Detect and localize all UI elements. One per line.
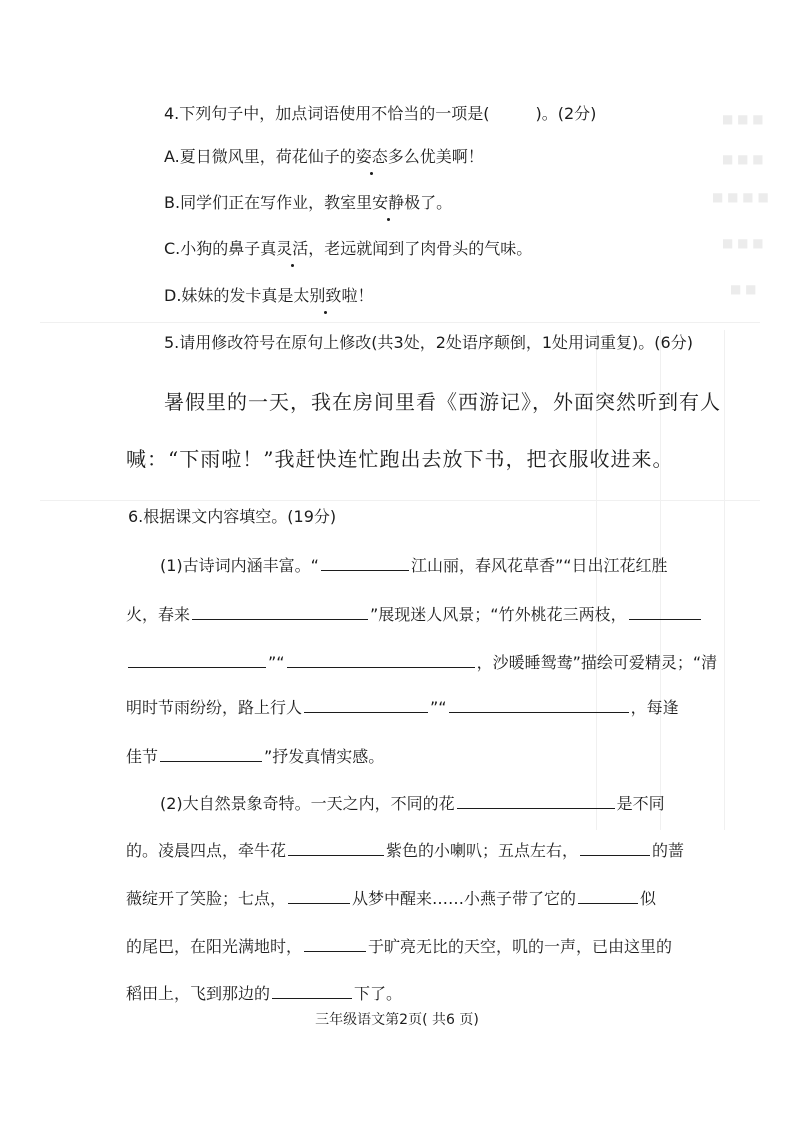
q4-option-b — [164, 192, 452, 214]
fill-blank[interactable] — [160, 744, 262, 762]
q6-p2-line-5 — [126, 981, 402, 1005]
q6-p1-line-5 — [126, 744, 384, 768]
fill-text: 江山丽，春风花草香”“日出江花红胜 — [410, 556, 668, 575]
fill-text: 从梦中醒来……小燕子带了它的 — [352, 889, 577, 908]
fill-text: (1)古诗词内涵丰富。“ — [160, 556, 319, 575]
q6-p1-line-2 — [126, 602, 703, 626]
q4-option-d — [164, 285, 373, 307]
fill-blank[interactable] — [128, 650, 266, 668]
option-text: 多么优美啊！ — [387, 147, 484, 166]
fill-blank[interactable] — [578, 886, 638, 904]
fill-text: 的。凌晨四点，牵牛花 — [126, 841, 287, 860]
fill-text: 薇绽开了笑脸；七点， — [126, 889, 287, 908]
fill-text: 似 — [640, 889, 657, 908]
q6-p1-line-1 — [160, 553, 668, 577]
fill-text: 紫色的小喇叭；五点左右， — [386, 841, 579, 860]
ghost-line — [40, 322, 760, 323]
q6-p2-line-3 — [126, 886, 656, 910]
q6-p1-line-3 — [126, 650, 717, 674]
q5-sentence-line-2: 喊：“下雨啦！”我赶快连忙跑出去放下书，把衣服收进来。 — [126, 447, 674, 471]
q5-sentence-line-1: 暑假里的一天，我在房间里看《西游记》，外面突然听到有人 — [164, 390, 721, 414]
fill-text: ”展现迷人风景；“竹外桃花三两枝， — [370, 605, 627, 624]
page-footer: 三年级语文第2页( 共6 页) — [315, 1012, 479, 1028]
fill-text: (2)大自然景象奇特。一天之内，不同的花 — [160, 794, 455, 813]
q4-stem-score: )。(2分) — [535, 104, 597, 123]
ghost-line — [724, 330, 725, 830]
fill-blank[interactable] — [457, 791, 615, 809]
q6-p2-line-4 — [126, 934, 672, 958]
fill-text: 是不同 — [616, 794, 665, 813]
fill-text: 的尾巴，在阳光满地时， — [126, 937, 303, 956]
fill-blank[interactable] — [321, 553, 409, 571]
dotted-word: 姿态 — [355, 147, 388, 166]
q4-option-c — [164, 238, 532, 260]
q5-stem: 5.请用修改符号在原句上修改(共3处，2处语序颠倒，1处用词重复)。(6分) — [164, 333, 693, 352]
fill-blank[interactable] — [629, 602, 701, 620]
q6-p2-line-1 — [160, 791, 665, 815]
dotted-word: 别致 — [309, 286, 342, 305]
fill-text: 的蔷 — [652, 841, 685, 860]
q6-p1-line-4 — [126, 695, 679, 719]
dotted-word: 安静 — [372, 193, 405, 212]
ghost-mark: ■ ■ ■ ■ — [712, 190, 769, 204]
ghost-line — [40, 500, 760, 501]
ghost-mark: ■ ■ — [730, 282, 757, 296]
q6-p2-line-2 — [126, 838, 684, 862]
ghost-mark: ■ ■ ■ — [722, 236, 764, 250]
fill-text: 稻田上，飞到那边的 — [126, 984, 271, 1003]
option-text: D.妹妹的发卡真是太 — [164, 286, 310, 305]
fill-blank[interactable] — [192, 602, 368, 620]
fill-text: ”“ — [430, 698, 447, 717]
option-text: 啦！ — [341, 286, 374, 305]
fill-text: 于旷亮无比的天空，叽的一声，已由这里的 — [368, 937, 673, 956]
option-text: ，老远就闻到了肉骨头的气味。 — [308, 239, 533, 258]
fill-blank[interactable] — [304, 695, 428, 713]
dotted-word: 灵活 — [276, 239, 309, 258]
fill-blank[interactable] — [449, 695, 629, 713]
fill-text: 下了。 — [354, 984, 403, 1003]
fill-text: 佳节 — [126, 747, 159, 766]
fill-blank[interactable] — [288, 886, 350, 904]
fill-blank[interactable] — [287, 650, 475, 668]
ghost-mark: ■ ■ ■ — [722, 152, 764, 166]
fill-blank[interactable] — [304, 934, 366, 952]
fill-text: ，沙暖睡鸳鸯”描绘可爱精灵；“清 — [476, 653, 718, 672]
q6-stem: 6.根据课文内容填空。(19分) — [128, 507, 337, 526]
q4-option-a — [164, 146, 484, 168]
q4-stem — [164, 103, 596, 125]
option-text: A.夏日微风里，荷花仙子的 — [164, 147, 356, 166]
fill-text: ”抒发真情实感。 — [264, 747, 385, 766]
fill-blank[interactable] — [272, 981, 352, 999]
option-text: B.同学们正在写作业，教室里 — [164, 193, 373, 212]
q4-stem-text: 4.下列句子中，加点词语使用不恰当的一项是( — [164, 104, 490, 123]
fill-text: 明时节雨纷纷，路上行人 — [126, 698, 303, 717]
ghost-mark: ■ ■ ■ — [722, 112, 764, 126]
fill-text: 火，春来 — [126, 605, 191, 624]
fill-text: ”“ — [268, 653, 285, 672]
option-text: 极了。 — [404, 193, 453, 212]
fill-blank[interactable] — [288, 838, 384, 856]
fill-text: ，每逢 — [630, 698, 679, 717]
fill-blank[interactable] — [580, 838, 650, 856]
option-text: C.小狗的鼻子真 — [164, 239, 277, 258]
